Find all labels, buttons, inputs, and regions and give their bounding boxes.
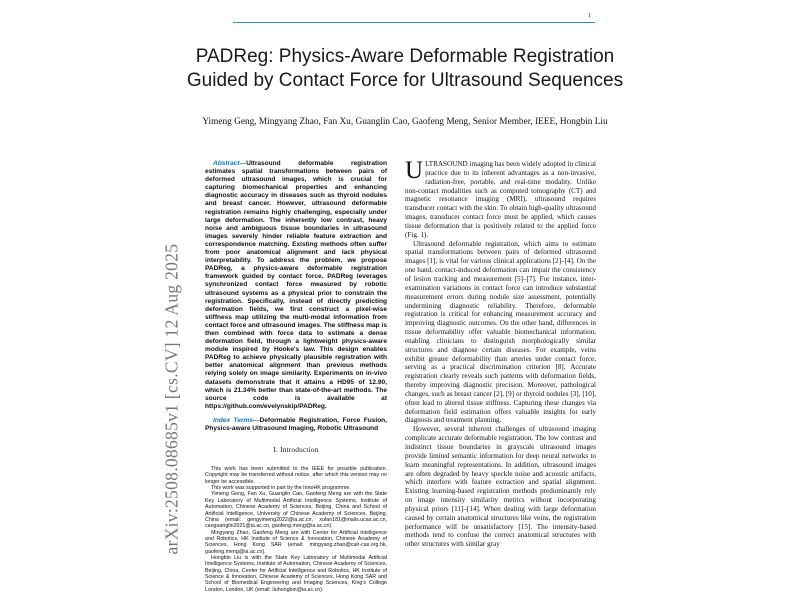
section-heading-introduction: I. Introduction: [273, 445, 319, 455]
intro-paragraph: Ultrasound deformable registration, which aims to estimate spatial transformations between pairs of deformed ultrasound images [1], is vital for various clinical applications [2]–[4]. On the one hand, contact-induced deformation can impair the consistency of lesion tracking and measurement [5]–[7]. For instance, inter-examination variations in contact force can introduce substantial measurement errors during nodule size assessment, potentially undermining diagnostic reliability. Therefore, deformable registration is critical for enhancing measurement accuracy and improving diagnostic outcomes. On the other hand, differences in tissue deformability offer valuable biomechanical information, enabling clinicians to distinguish morphologically similar structures and diagnose certain diseases. For example, veins exhibit greater deformability than arteries under contact force, serving as a practical discrimination criterion [8]. Accurate registration clearly reveals such patterns with deformation fields, thereby improving diagnostic precision. Moreover, pathological changes, such as breast cancer [2], [9] or thyroid nodules [3], [10], often lead to altered tissue stiffness. Capturing these changes via deformation field estimation offers valuable insights for early diagnosis and treatment planning.: [405, 239, 596, 425]
footnote: Hongbin Liu is with the State Key Laboratory of Multimodal Artificial Intelligence Systems, Institute of Automation, Chinese Academy of Sciences, Beijing, China, Center for Artificial Intelligence and Robotics, HK Institute of Science & Innovation, Chinese Academy of Sciences, Hong Kong SAR and School of Biomedical Engineering and Imaging Sciences, King's College London, London, UK (email: liuhongbin@ia.ac.cn).: [205, 554, 387, 593]
header-rule: [233, 22, 595, 23]
abstract: [205, 160, 387, 411]
author-list: Yimeng Geng, Mingyang Zhao, Fan Xu, Guanglin Cao, Gaofeng Meng, Senior Member, IEEE, Hongbin Liu: [202, 117, 608, 127]
paper-title: PADReg: Physics-Aware Deformable Registration Guided by Contact Force for Ultrasound Sequences: [186, 46, 624, 91]
footnote: This work was supported in part by the InnoHK programme.: [211, 485, 351, 492]
arxiv-identifier: arXiv:2508.08685v1 [cs.CV] 12 Aug 2025: [161, 243, 182, 555]
page-number: 1: [588, 13, 591, 19]
abstract-text: Ultrasound deformable registration estimates spatial transformations between pairs of deformed ultrasound images, which is crucial for capturing biomechanical properties and enhancing diagnostic accuracy in diseases such as thyroid nodules and breast cancer. However, ultrasound deformable registration remains highly challenging, especially under large deformation. The inherently low contrast, heavy noise and ambiguous tissue boundaries in ultrasound images severely hinder reliable feature extraction and correspondence matching. Existing methods often suffer from poor anatomical alignment and lack physical interpretability. To address the problem, we propose PADReg, a physics-aware deformable registration framework guided by contact force. PADReg leverages synchronized contact force measured by robotic ultrasound systems as a physical prior to constrain the registration. Specifically, instead of directly predicting deformation fields, we first construct a pixel-wise stiffness map utilizing the multi-modal information from contact force and ultrasound images. The stiffness map is then combined with force data to estimate a dense deformation field, through a lightweight physics-aware module inspired by Hooke's law. This design enables PADReg to achieve physically plausible registration with better anatomical alignment than previous methods relying solely on image similarity. Experiments on in-vivo datasets demonstrate that it attains a HD95 of 12.90, which is 21.34% better than state-of-the-art methods. The source code is available at https://github.com/evelynskip/PADReg.: [205, 160, 387, 410]
left-column: [205, 160, 387, 593]
index-terms: [205, 417, 387, 433]
intro-paragraph: [405, 157, 596, 240]
footnote: This work has been submitted to the IEEE for possible publication. Copyright may be transferred without notice, after which this version may no longer be accessible.: [205, 466, 387, 485]
footnote: Mingyang Zhao, Gaofeng Meng are with Center for Artificial Intelligence and Robotics, HK Institute of Science & Innovation, Chinese Academy of Sciences, Hong Kong SAR (email: mingyang.zhao@cair-cas.org.hk, gaofeng.meng@ia.ac.cn).: [205, 529, 387, 555]
drop-cap: U: [405, 157, 424, 184]
footnote: Yimeng Geng, Fan Xu, Guanglin Cao, Gaofeng Meng are with the State Key Laboratory of Multimodal Artificial Intelligence Systems, Institute of Automation, Chinese Academy of Sciences, Beijing, China and School of Artificial Intelligence, University of Chinese Academy of Sciences, Beijing, China (email: gengyimeng2022@ia.ac.cn, xufan181@mails.ucas.ac.cn, caoguanglin2021@ia.ac.cn, gaofeng.meng@ia.ac.cn).: [205, 491, 387, 530]
abstract-label: Abstract—: [213, 160, 247, 167]
intro-paragraph-text: LTRASOUND imaging has been widely adopted in clinical practice due to its inherent advantages as a non-invasive, radiation-free, portable, and real-time modality. Unlike non-contact modalities such as computed tomography (CT) and magnetic resonance imaging (MRI), ultrasound requires transducer contact with the skin. To obtain high-quality ultrasound images, transducer contact force must be applied, which causes tissue deformation that is positively related to the applied force (Fig. 1).: [405, 160, 596, 239]
index-terms-label: Index Terms—: [213, 416, 260, 424]
intro-paragraph: However, several inherent challenges of ultrasound imaging complicate accurate deformable registration. The low contrast and indistinct tissue boundaries in grayscale ultrasound images provide limited semantic information for deep neural networks to learn meaningful representations. In addition, ultrasound images are often degraded by heavy speckle noise and acoustic artifacts, which interfere with feature extraction and spatial alignment. Existing learning-based registration methods predominantly rely on image intensity similarity metrics without incorporating physical priors [11]–[14]. When dealing with large deformation caused by certain anatomical structures like veins, the registration performance will be unsatisfactory [15]. The intensity-based methods tend to confuse the correct anatomical structures with other structures with similar gray: [405, 425, 596, 549]
right-column: [405, 157, 596, 549]
index-terms-text: Deformable Registration, Force Fusion, Physics-aware Ultrasound Imaging, Robotic Ultrasound: [205, 416, 388, 432]
